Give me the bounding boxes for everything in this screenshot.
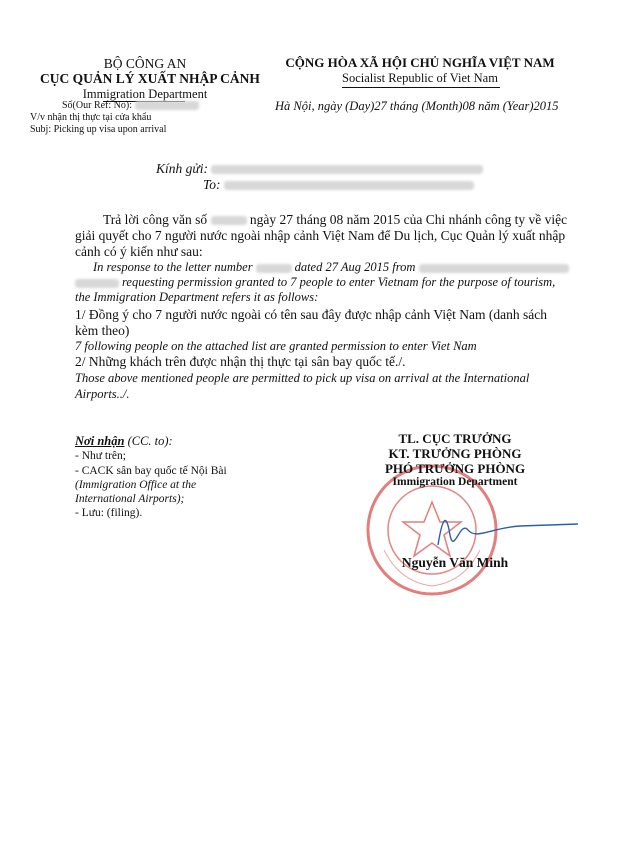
vv-line: V/v nhận thị thực tại cửa khẩu [30,112,152,123]
reply-paragraph-en-line1: In response to the letter number dated 27 Aug 2015 from [93,260,569,275]
cc-item-2: - CACK sân bay quốc tế Nội Bài [75,465,227,477]
department-name: CỤC QUẢN LÝ XUẤT NHẬP CẢNH [40,71,260,86]
department-name-en: Immigration Department [82,87,208,101]
signature-title-1: TL. CỤC TRƯỞNG [398,431,512,446]
redacted-ref [135,101,199,110]
redacted-recipient-en [224,181,474,190]
reply-paragraph-en-line3: the Immigration Department refers it as follows: [75,290,319,304]
item-2-en-line2: Airports../. [75,387,130,401]
signatory-name: Nguyễn Văn Minh [401,555,509,570]
cc-heading: Nơi nhận (CC. to): [75,434,173,448]
item-2-en-line1: Those above mentioned people are permitted to pick up visa on arrival at the International [75,371,530,385]
signature-title-3: PHÓ TRƯỞNG PHÒNG [384,461,526,476]
signature-title-2: KT. TRƯỞNG PHÒNG [388,446,522,461]
redacted-company-2 [75,279,119,288]
ministry-name: BỘ CÔNG AN [103,56,187,71]
cc-item-1: - Như trên; [75,450,126,462]
cc-item-3: (Immigration Office at the [75,479,197,491]
item-1-en: 7 following people on the attached list are granted permission to enter Viet Nam [75,339,477,353]
cc-item-4: International Airports); [75,493,185,505]
redacted-company [419,264,569,273]
reply-paragraph-line3: cảnh có ý kiến như sau: [75,244,203,259]
recipient-en: To: [203,177,474,193]
cc-item-5: - Lưu: (filing). [75,507,143,519]
redacted-recipient [211,165,483,174]
header-right-underline [342,87,500,88]
redacted-letter-number-en [256,264,292,273]
item-1-line2: kèm theo) [75,323,130,338]
item-1-line1: 1/ Đồng ý cho 7 người nước ngoài có tên sau đây được nhập cảnh Việt Nam (danh sách [75,307,547,322]
date-line: Hà Nội, ngày (Day)27 tháng (Month)08 năm (Year)2015 [275,99,559,113]
redacted-letter-number [211,216,247,225]
country-name: CỘNG HÒA XÃ HỘI CHỦ NGHĨA VIỆT NAM [285,55,555,70]
item-2: 2/ Những khách trên được nhận thị thực tại sân bay quốc tế./. [75,354,406,369]
reply-paragraph-line1: Trả lời công văn số ngày 27 tháng 08 năm 2015 của Chi nhánh công ty về việc [103,212,568,227]
subject-line: Subj: Picking up visa upon arrival [30,124,167,135]
handwritten-signature-icon [380,500,580,560]
signature-stroke [438,521,578,545]
recipient-vi: Kính gửi: [156,161,483,177]
signature-department: Immigration Department [392,476,518,488]
reply-paragraph-en-line2: requesting permission granted to 7 people to enter Vietnam for the purpose of tourism, [75,275,555,290]
reference-number: Số(Our Ref: No): [62,100,199,111]
reply-paragraph-line2: giải quyết cho 7 người nước ngoài nhập cảnh Việt Nam để Du lịch, Cục Quản lý xuất nhập [75,228,566,243]
country-name-en: Socialist Republic of Viet Nam [342,71,498,85]
